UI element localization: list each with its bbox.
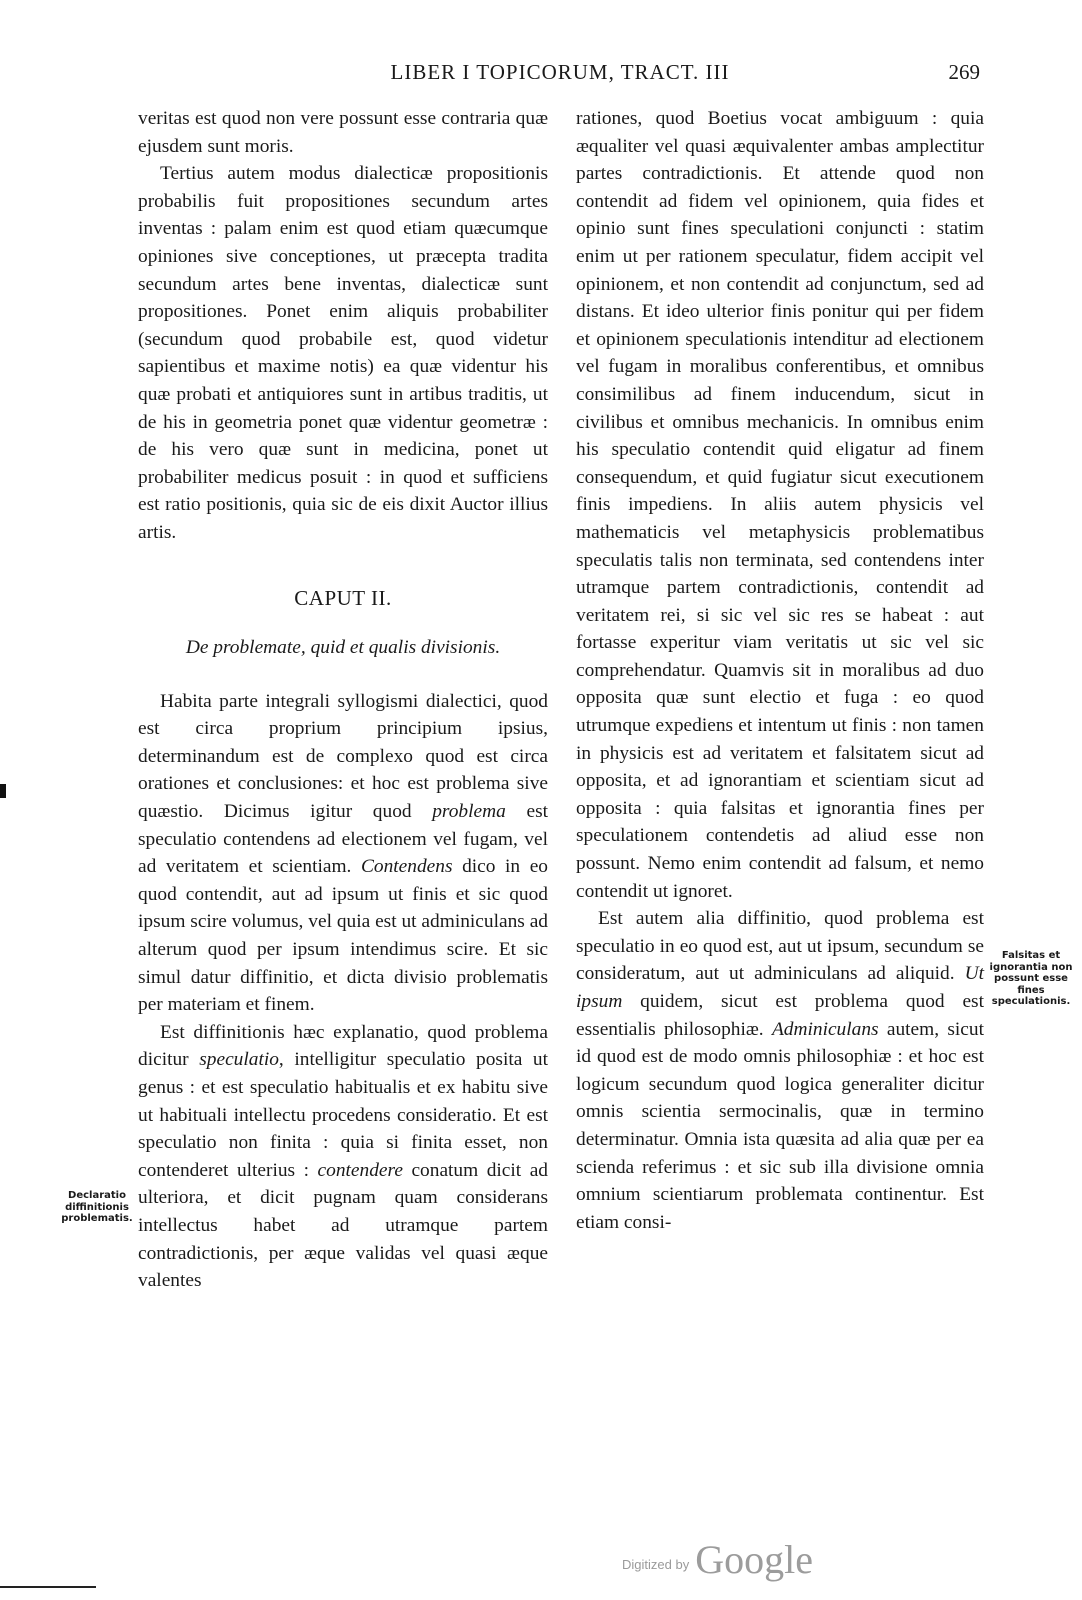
digitization-watermark <box>622 1534 813 1580</box>
page-edge-line <box>0 1586 96 1588</box>
right-column <box>576 105 984 1236</box>
paragraph: Est autem alia diffinitio, quod problema est speculatio in eo quod est, aut ut ipsum, secundum se consideratum, aut ut adminiculans ad aliquid. Ut ipsum quidem, sicut est problema quod est essentialis philosophiæ. Adminiculans autem, sicut id quod est de modo omnis philosophiæ : et hoc est logicum secundum quod logica generaliter dicitur omnis scientia sermocinalis, quæ in termino determinatur. Omnia ista quæsita ad alia quæ per ea scienda referimus : et sic sub illa divisione omnia omnium scientiarum problemata continentur. Est etiam consi- <box>576 908 984 1233</box>
chapter-subtitle: De problemate, quid et qualis divisionis. <box>185 637 501 659</box>
paragraph: Habita parte integrali syllogismi dialectici, quod est circa proprium principium ipsius, determinandum est de complexo quod est circa orationes et conclusiones: et hoc est problema sive quæstio. Dicimus igitur quod problema est speculatio contendens ad electionem vel fugam, vel ad veritatem et scientiam. Contendens dico in eo quod contendit, aut ad ipsum ut finis et sic quod ipsum scire volumus, vel quia est ut adminiculans ad alterum quod per ipsum intendimus scire. Et sic simul datur diffinitio, et dicta divisio problematis per materiam et finem. <box>138 690 549 1016</box>
left-column <box>138 105 548 1295</box>
paragraph: Tertius autem modus dialecticæ propositionis probabilis fuit propositiones secundum artes inventas : palam enim est quod etiam quæcumque opiniones sive conceptiones, ut præcepta tradita secundum artes bene inventas, dialecticæ sunt propositiones. Ponet enim aliquis probabiliter (secundum quod probabile est, quod videtur sapientibus et maxime notis) ea quæ videntur his quæ probati et antiquiores sunt in artibus traditis, ut de his in geometria ponet quæ videntur geometræ : de his vero quæ sunt in medicina, ponet ut probabiliter medicus posuit : in quod et sufficiens est ratio positionis, quia sic de eis dixit Auctor illius artis. <box>138 163 548 543</box>
running-header <box>140 58 980 92</box>
paragraph: rationes, quod Boetius vocat ambiguum : quia æqualiter vel quasi æquivalenter ambas amplectitur partes contradictionis. Et attende quod non contendit ad fidem vel opinionem, quia fides et opinio sunt fines speculationi conjuncti : statim enim ut per rationem speculatur, fidem accipit vel opinionem, et non contendit ad conjunctum, sed ad distans. Et ideo ulterior finis ponitur qui per fidem et opinionem speculationis intenditur ad electionem vel fugam in moralibus conferentibus, et omnibus consimilibus ad finem inducendum, sicut in civilibus et omnibus mechanicis. In omnibus enim his speculatio contendit quid eligatur ad finem consequendum, et quid fugiatur sicut executionem finis impediens. In aliis autem physicis vel mathematicis vel metaphysicis problematibus speculatis talis non terminata, sed contendens inter utramque partem contradictionis, contendit ad veritatem rei, si sic vel sic res se habeat : aut fortasse experitur viam veritatis ut sic vel sic comprehendatur. Quamvis sit in moralibus ad duo opposita quæ sunt electio et fuga : eo quod utrumque expediens et intentum ut finis : non tamen in physicis est ad veritatem et falsitatem sicut ad opposita, et ad ignorantiam et scientiam sicut ad opposita : quia falsitas et ignorantia fines per speculationem contendetis ad aliud esse non possunt. Nemo enim contendit ad falsum, et nemo contendit ut ignoret. <box>576 108 984 902</box>
page-number: 269 <box>948 60 980 84</box>
margin-note-right: Falsitas et ignorantia non possunt esse fines speculationis. <box>989 950 1073 1007</box>
paragraph: veritas est quod non vere possunt esse contraria quæ ejusdem sunt moris. <box>138 108 548 157</box>
digitized-by-label: Digitized by <box>622 1557 690 1572</box>
margin-note-left: Declaratio diffinitionis problematis. <box>61 1190 133 1224</box>
google-logo: Google <box>695 1537 813 1582</box>
paragraph: Est diffinitionis hæc explanatio, quod problema dicitur speculatio, intelligitur speculatio posita ut genus : et est speculatio habitualis et ex habitu sive ut habituali intellectu procedens consideratio. Et est speculatio non finita : quia si finita esset, non contenderet ulterius : contendere conatum dicit ad ulteriora, et dicit pugnam quam considerans intellectus habet ad utramque partem contradictionis, per æque validas vel quasi æque valentes <box>138 1021 548 1292</box>
chapter-heading: CAPUT II. <box>294 585 392 610</box>
page-edge-mark <box>0 784 6 798</box>
running-title: LIBER I TOPICORUM, TRACT. III <box>390 60 730 84</box>
